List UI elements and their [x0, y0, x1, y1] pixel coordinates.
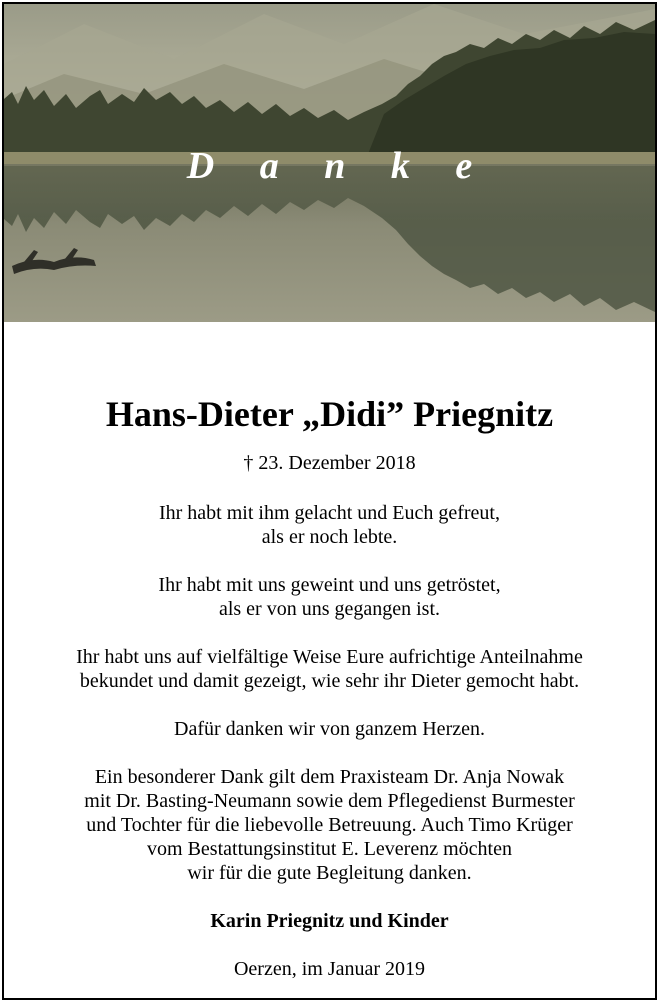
death-date: † 23. Dezember 2018 — [243, 452, 416, 474]
place-and-date: Oerzen, im Januar 2019 — [233, 958, 426, 980]
paragraph — [4, 501, 655, 549]
text-line: wir für die gute Begleitung danken. — [187, 862, 472, 884]
paragraph — [4, 765, 655, 885]
text-line: Ihr habt mit uns geweint und uns getröstet, — [158, 574, 501, 596]
notice-content — [4, 392, 655, 981]
text-line: und Tochter für die liebevolle Betreuung. Auch Timo Krüger — [86, 814, 573, 836]
paragraph — [4, 717, 655, 741]
text-line: mit Dr. Basting-Neumann sowie dem Pflegedienst Burmester — [84, 790, 575, 812]
text-line: vom Bestattungsinstitut E. Leverenz möchten — [147, 838, 512, 860]
danke-heading: D a n k e — [186, 145, 491, 187]
text-line: Ihr habt uns auf vielfältige Weise Eure aufrichtige Anteilnahme — [76, 646, 583, 668]
paragraph — [4, 645, 655, 693]
text-line: als er von uns gegangen ist. — [218, 598, 441, 620]
text-line: bekundet und damit gezeigt, wie sehr ihr Dieter gemocht habt. — [79, 670, 580, 692]
text-line: Dafür danken wir von ganzem Herzen. — [174, 718, 485, 740]
text-line: Ein besonderer Dank gilt dem Praxisteam Dr. Anja Nowak — [94, 766, 565, 788]
signature: Karin Priegnitz und Kinder — [210, 910, 449, 932]
deceased-name: Hans-Dieter „Didi” Priegnitz — [105, 394, 554, 434]
lake-landscape-photo — [4, 4, 655, 322]
text-line: Ihr habt mit ihm gelacht und Euch gefreut, — [158, 502, 500, 524]
notice-frame — [2, 2, 657, 1000]
thanks-text — [4, 501, 655, 885]
text-line: als er noch lebte. — [261, 526, 398, 548]
paragraph — [4, 573, 655, 621]
